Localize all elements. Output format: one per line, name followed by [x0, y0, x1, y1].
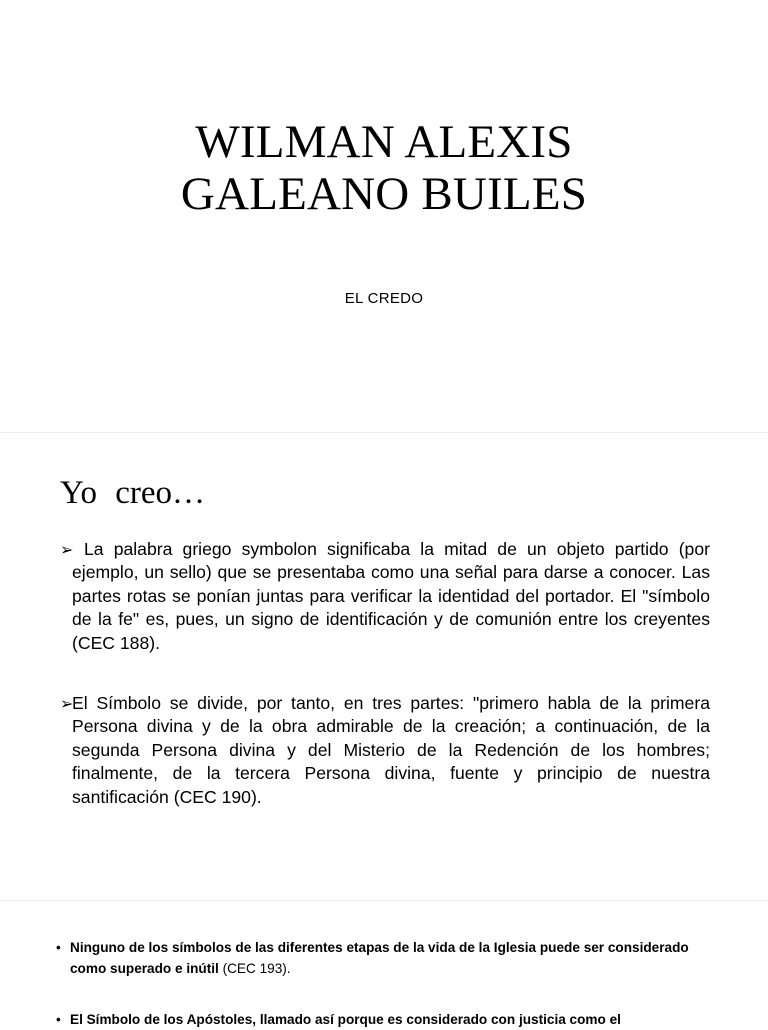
bullet-dot-icon: • [56, 1012, 61, 1027]
list-item [56, 1009, 716, 1030]
bullet-text: El Símbolo se divide, por tanto, en tres partes: "primero habla de la primera Persona divina y de la obra admirable de la creación; a continuación, de la segunda Persona divina y del Misterio de la Redención de los hombres; finalmente, de la tercera Persona divina, fuente y principio de nuestra santificación (CEC 190). [72, 693, 710, 807]
bullet-text: La palabra griego symbolon significaba la mitad de un objeto partido (por ejemplo, un sello) que se presentaba como una señal para darse a conocer. Las partes rotas se ponían juntas para verificar la identidad del portador. El "símbolo de la fe" es, pues, un signo de identificación y de comunión entre los creyentes (CEC 188). [72, 539, 710, 653]
citation-text: (CEC 193). [218, 961, 291, 976]
list-item [56, 937, 716, 979]
slide-divider [0, 900, 768, 901]
presentation-subtitle: EL CREDO [344, 290, 424, 307]
title-line-2: GALEANO BUILES [180, 168, 588, 220]
bullet-dot-icon: • [56, 940, 61, 955]
slide-heading: Yo creo… [60, 475, 206, 511]
title-line-1: WILMAN ALEXIS [195, 116, 573, 168]
arrowhead-bullet-icon: ➢ [60, 540, 74, 559]
title-slide [0, 0, 768, 430]
arrowhead-bullet-icon: ➢ [60, 694, 74, 713]
list-item-text: Ninguno de los símbolos de las diferentes etapas de la vida de la Iglesia puede ser considerado como superado e inútil [70, 940, 689, 976]
presentation-title [0, 116, 768, 220]
bullet-item [60, 692, 710, 809]
list-item-text: El Símbolo de los Apóstoles, llamado así porque es considerado con justicia como el [70, 1012, 621, 1027]
bullet-item [60, 538, 710, 655]
